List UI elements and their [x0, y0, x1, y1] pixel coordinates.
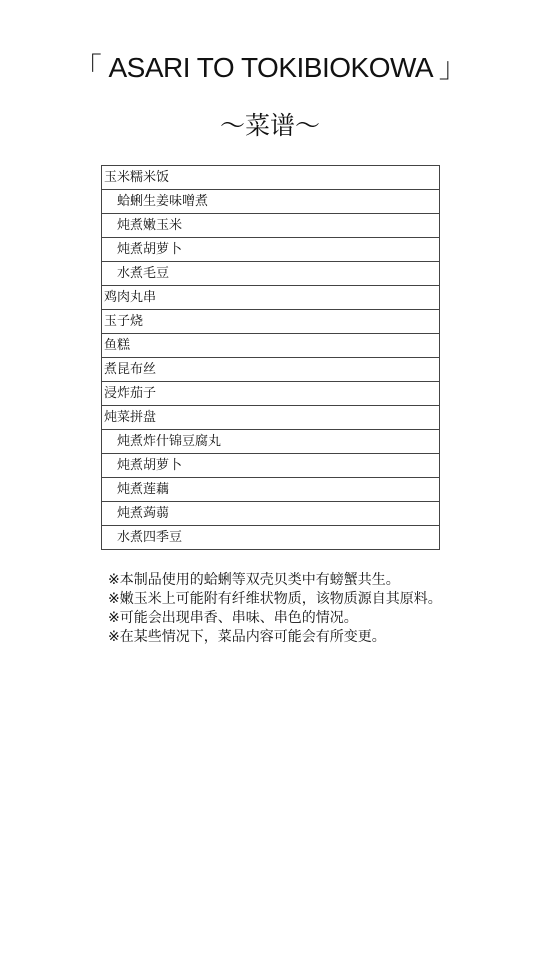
- menu-row: [102, 502, 440, 526]
- note-content-change: ※在某些情况下，菜品内容可能会有所变更。: [108, 629, 386, 645]
- menu-subitem: 蛤蜊生姜味噌煮: [102, 190, 440, 214]
- menu-row: [102, 430, 440, 454]
- menu-item: 鸡肉丸串: [102, 286, 440, 310]
- menu-row: [102, 310, 440, 334]
- menu-subitem: 炖煮炸什锦豆腐丸: [102, 430, 440, 454]
- menu-row: [102, 334, 440, 358]
- menu-subitem: 炖煮胡萝卜: [102, 454, 440, 478]
- menu-row: [102, 286, 440, 310]
- menu-item: 煮昆布丝: [102, 358, 440, 382]
- menu-item: 浸炸茄子: [102, 382, 440, 406]
- notes-section: [108, 571, 453, 647]
- note-flavor-transfer: ※可能会出现串香、串味、串色的情况。: [108, 610, 358, 626]
- note-fiber: ※嫩玉米上可能附有纤维状物质，该物质源自其原料。: [108, 591, 442, 607]
- menu-item: 鱼糕: [102, 334, 440, 358]
- menu-subitem: 炖煮蒟蒻: [102, 502, 440, 526]
- menu-item: 玉米糯米饭: [102, 166, 440, 190]
- page-subtitle: ～菜谱～: [219, 111, 320, 140]
- menu-row: [102, 358, 440, 382]
- menu-row: [102, 526, 440, 550]
- menu-row: [102, 406, 440, 430]
- note-allergen: ※本制品使用的蛤蜊等双壳贝类中有螃蟹共生。: [108, 572, 400, 588]
- menu-row: [102, 262, 440, 286]
- page-title: 「 ASARI TO TOKIBIOKOWA 」: [73, 52, 467, 83]
- menu-item: 炖菜拼盘: [102, 406, 440, 430]
- menu-subitem: 炖煮胡萝卜: [102, 238, 440, 262]
- menu-table: [101, 165, 440, 550]
- menu-subitem: 水煮毛豆: [102, 262, 440, 286]
- menu-row: [102, 454, 440, 478]
- menu-row: [102, 166, 440, 190]
- menu-row: [102, 382, 440, 406]
- menu-row: [102, 238, 440, 262]
- menu-subitem: 水煮四季豆: [102, 526, 440, 550]
- menu-row: [102, 190, 440, 214]
- menu-subitem: 炖煮嫩玉米: [102, 214, 440, 238]
- menu-row: [102, 478, 440, 502]
- menu-row: [102, 214, 440, 238]
- menu-item: 玉子烧: [102, 310, 440, 334]
- menu-subitem: 炖煮莲藕: [102, 478, 440, 502]
